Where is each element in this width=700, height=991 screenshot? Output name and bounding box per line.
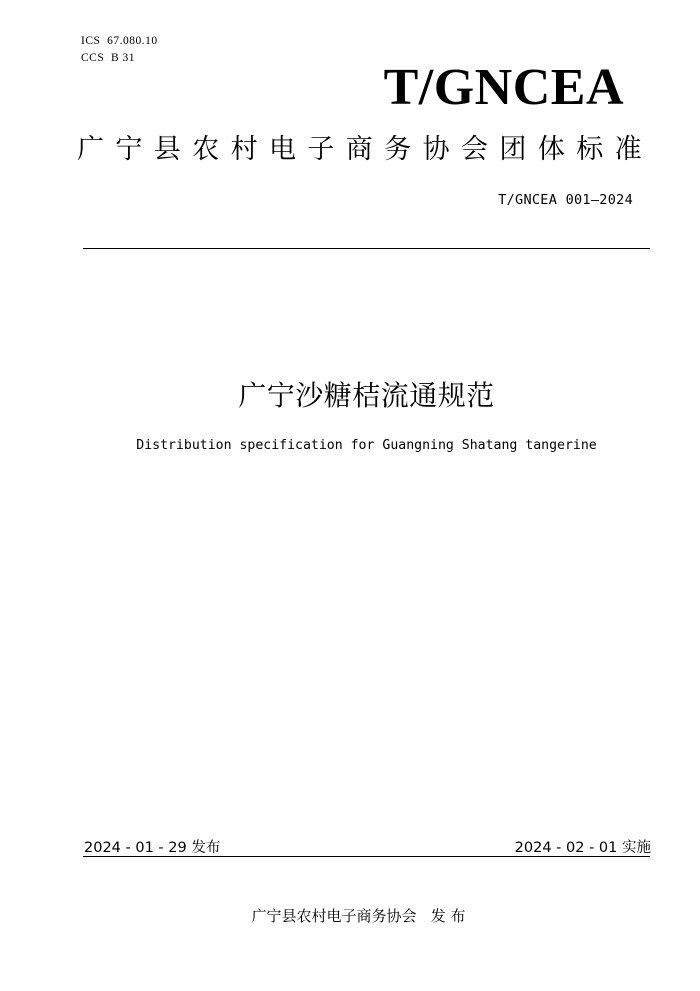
ccs-code: CCS B 31 — [81, 52, 136, 64]
organization-code: T/GNCEA — [383, 59, 624, 116]
publisher: 广宁县农村电子商务协会 发 布 — [251, 907, 466, 925]
title-english: Distribution specification for Guangning Shatang tangerine — [136, 438, 597, 453]
standard-number: T/GNCEA 001—2024 — [498, 192, 633, 208]
organization-name: 广宁县农村电子商务协会团体标准 — [77, 134, 653, 165]
title-chinese: 广宁沙糖桔流通规范 — [238, 379, 495, 412]
bottom-divider — [83, 856, 650, 857]
effective-date: 2024 - 02 - 01 实施 — [514, 840, 651, 856]
issue-date: 2024 - 01 - 29 发布 — [84, 840, 221, 856]
top-divider — [83, 248, 650, 249]
ics-code: ICS 67.080.10 — [81, 35, 158, 47]
